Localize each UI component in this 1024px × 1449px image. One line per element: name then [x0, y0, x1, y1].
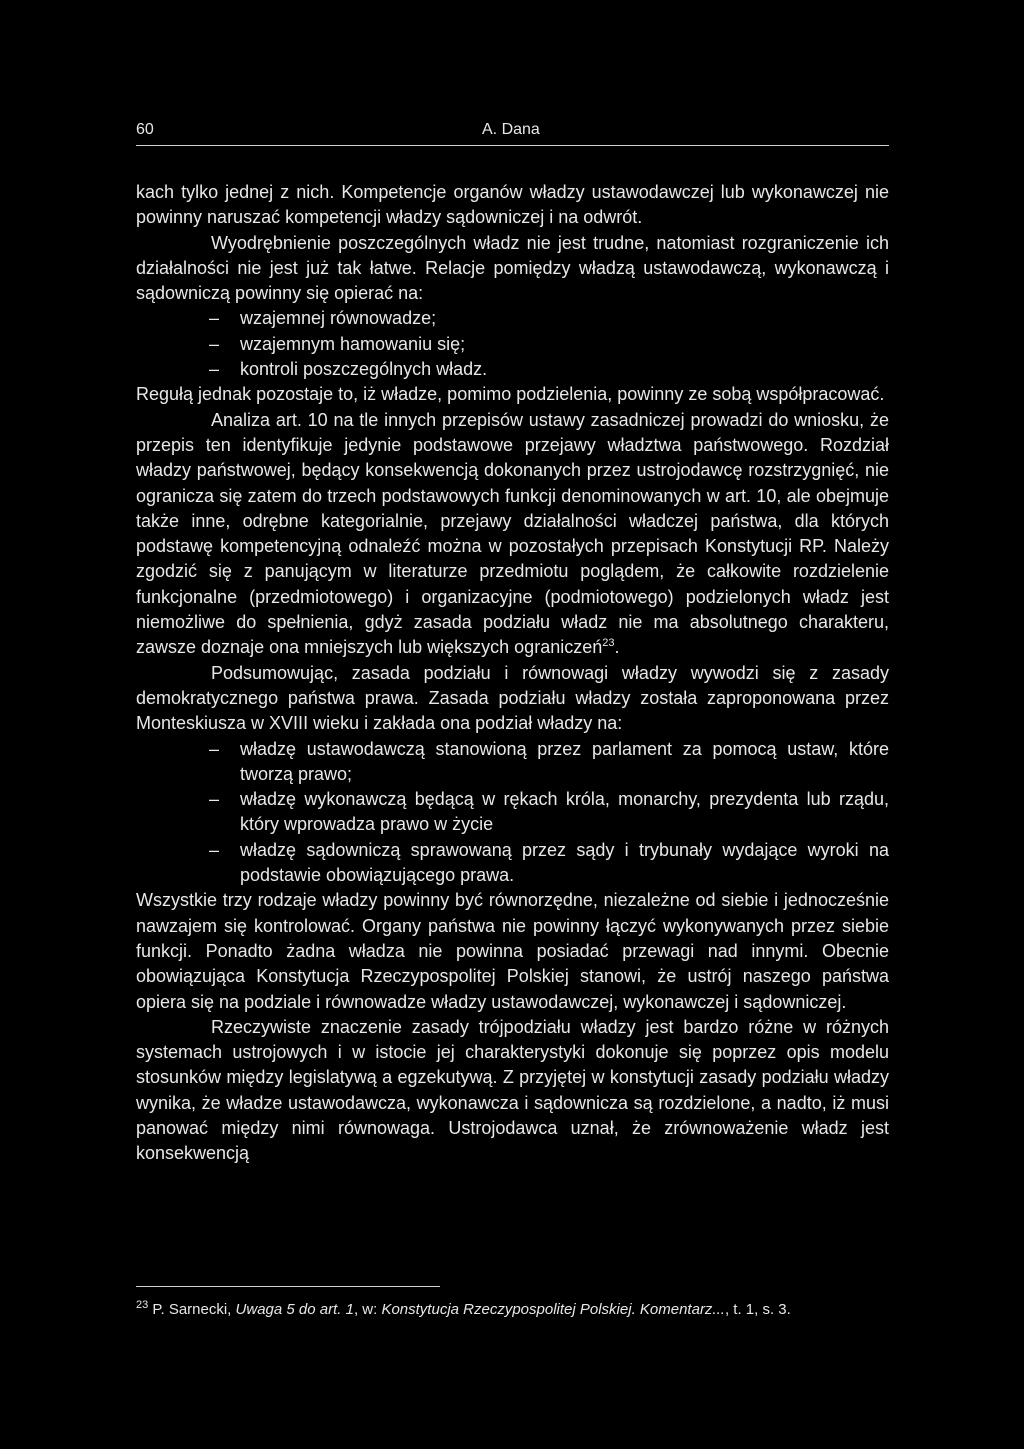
dash-bullet: – [209, 308, 220, 329]
list-item: – wzajemnym hamowaniu się; [136, 332, 889, 357]
list-item: – władzę sądowniczą sprawowaną przez sądy i trybunały wydające wyroki na podstawie obowiązującego prawa. [209, 839, 889, 886]
paragraph: Wyodrębnienie poszczególnych władz nie jest trudne, natomiast rozgraniczenie ich działalności nie jest już tak łatwe. Relacje pomiędzy władzą ustawodawczą, wykonawczą i sądowniczą powinny się opierać na: [136, 232, 889, 304]
dash-bullet: – [209, 333, 220, 354]
principles-list [136, 306, 889, 382]
list-item: – władzę ustawodawczą stanowioną przez parlament za pomocą ustaw, które tworzą prawo; [209, 738, 889, 784]
list-item: – kontroli poszczególnych władz. [136, 357, 889, 382]
footnote-ref[interactable]: 23 [602, 637, 615, 650]
paragraph: Regułą jednak pozostaje to, iż władze, pomimo podzielenia, powinny ze sobą współpracować. [136, 384, 885, 405]
list-item: – wzajemnej równowadze; [136, 306, 889, 331]
footnote: $^{23}$ P. Sarnecki, Uwaga 5 do art. 1, w: Konstytucja Rzeczypospolitej Polskiej. Komentarz..., t. 1, s. 3. [136, 1299, 791, 1318]
footnote-title: Uwaga 5 do art. 1 [235, 1301, 354, 1318]
paragraph: Podsumowując, zasada podziału i równowagi władzy wywodzi się z zasady demokratycznego państwa prawa. Zasada podziału władzy została zaproponowana przez Monteskiusza w XVIII wieku i zakłada ona podział władzy na: [136, 662, 889, 734]
powers-list [136, 737, 889, 889]
dash-bullet: – [209, 738, 220, 759]
body-text [136, 180, 889, 1167]
running-header [136, 121, 889, 146]
paragraph: Wszystkie trzy rodzaje władzy powinny być równorzędne, niezależne od siebie i jednocześnie nawzajem się kontrolować. Organy państwa nie powinny łączyć wykonywanych przez siebie funkcji. Ponadto żadna władza nie powinna posiadać przewagi nad innymi. Obecnie obowiązująca Konstytucja Rzeczypospolitej Polskiej stanowi, że ustrój naszego państwa opiera się na podziale i równowadze władzy ustawodawczej, wykonawczej i sądowniczej. [136, 890, 889, 1012]
list-item: – władzę wykonawczą będącą w rękach króla, monarchy, prezydenta lub rządu, który wprowadza prawo w życie [209, 789, 889, 835]
paragraph: kach tylko jednej z nich. Kompetencje organów władzy ustawodawczej lub wykonawczej nie powinny naruszać kompetencji władzy sądowniczej i na odwrót. [136, 182, 889, 228]
dash-bullet: – [209, 839, 220, 860]
footnote-separator [136, 1286, 440, 1287]
running-head-author: A. Dana [482, 121, 540, 138]
paragraph: Analiza art. 10 na tle innych przepisów ustawy zasadniczej prowadzi do wniosku, że przepis ten identyfikuje jedynie podstawowe przejawy władztwa państwowego. Rozdział władzy państwowej, będący konsekwencją dokonanych przez ustrojodawcę rozstrzygnięć, nie ogranicza się zatem do trzech podstawowych funkcji denominowanych w art. 10, ale obejmuje także inne, odrębne kategorialnie, przejawy działalności władczej państwa, dla których podstawę kompetencyjną odnaleźć można w pozostałych przepisach Konstytucji RP. Należy zgodzić się z panującym w literaturze przedmiotu poglądem, że całkowite rozdzielenie funkcjonalne (przedmiotowego) i organizacyjne (podmiotowego) podzielonych władz jest niemożliwe do spełnienia, gdyż zasada podziału władz nie ma absolutnego charakteru, zawsze doznaje ona mniejszych lub większych ograniczeń$^{23}$. [136, 409, 889, 658]
footnote-source-title: Konstytucja Rzeczypospolitej Polskiej. Komentarz... [381, 1301, 725, 1318]
dash-bullet: – [209, 789, 220, 810]
paragraph: Rzeczywiste znaczenie zasady trójpodziału władzy jest bardzo różne w różnych systemach ustrojowych i w istocie jej charakterystyki dokonuje się poprzez opis modelu stosunków między legislatywą a egzekutywą. Z przyjętej w konstytucji zasady podziału władzy wynika, że władze ustawodawcza, wykonawcza i sądownicza są rozdzielone, a nadto, iż musi panować między nimi równowaga. Ustrojodawca uznał, że zrównoważenie władz jest konsekwencją [136, 1016, 889, 1164]
page-number: 60 [136, 121, 154, 138]
dash-bullet: – [209, 359, 220, 380]
footnote-number: 23 [136, 1299, 149, 1311]
